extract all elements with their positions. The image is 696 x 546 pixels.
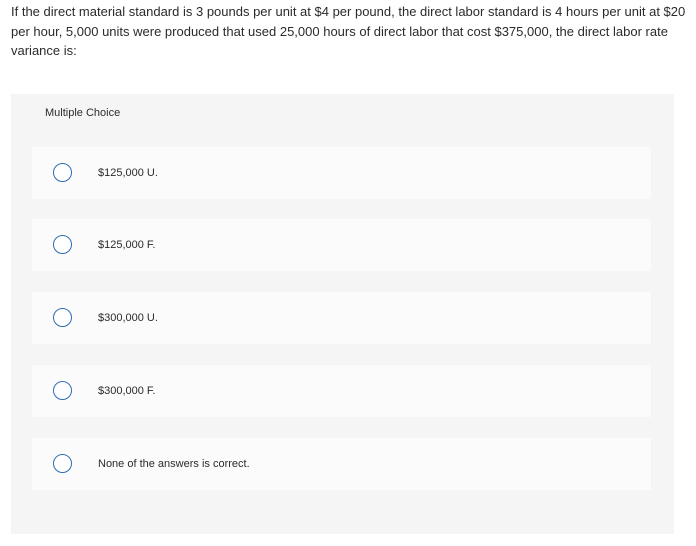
answer-option-label: None of the answers is correct.: [98, 458, 250, 470]
answer-option-label: $300,000 U.: [98, 312, 158, 324]
radio-button-icon[interactable]: [53, 308, 72, 327]
radio-button-icon[interactable]: [53, 381, 72, 400]
radio-button-icon[interactable]: [53, 235, 72, 254]
answer-option-3[interactable]: [32, 292, 651, 344]
answer-option-5[interactable]: [32, 438, 651, 490]
answer-option-label: $300,000 F.: [98, 385, 156, 397]
answer-option-label: $125,000 U.: [98, 167, 158, 179]
answer-option-4[interactable]: [32, 365, 651, 417]
question-text: If the direct material standard is 3 pounds per unit at $4 per pound, the direct labor standard is 4 hours per unit at $20 per hour, 5,000 units were produced that used 25,000 hours of direct labor that cost $375,000, the direct labor rate variance is:: [11, 4, 686, 58]
radio-button-icon[interactable]: [53, 454, 72, 473]
answer-option-label: $125,000 F.: [98, 239, 156, 251]
answer-option-1[interactable]: [32, 147, 651, 199]
radio-button-icon[interactable]: [53, 163, 72, 182]
answer-option-2[interactable]: [32, 219, 651, 271]
multiple-choice-header: Multiple Choice: [45, 107, 121, 119]
multiple-choice-panel: [11, 94, 674, 534]
